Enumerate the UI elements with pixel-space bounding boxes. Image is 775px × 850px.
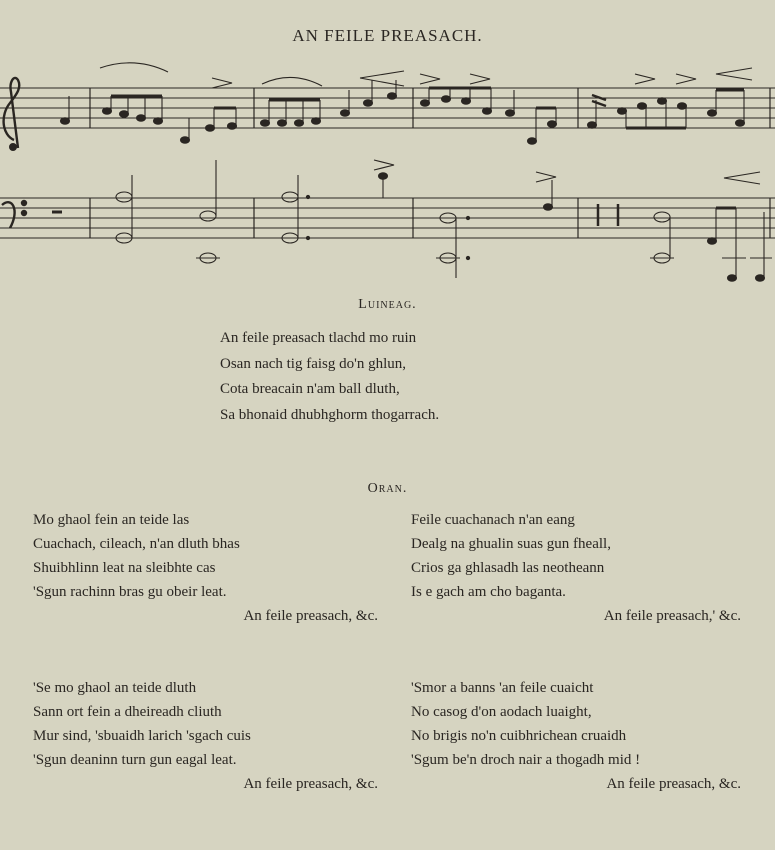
verse-line: Mo ghaol fein an teide las (33, 512, 190, 528)
verse-line: 'Sgun deaninn turn gun eagal leat. (33, 752, 237, 768)
verse-line: Feile cuachanach n'an eang (411, 512, 575, 528)
bass-notes (52, 160, 772, 281)
song-heading: Oran. (367, 481, 408, 496)
verse-line: No casog d'on aodach luaight, (411, 704, 592, 720)
verse-line: Cuachach, cileach, n'an dluth bhas (33, 536, 240, 552)
verse-line: Sann ort fein a dheireadh cliuth (33, 704, 222, 720)
chorus-line: An feile preasach tlachd mo ruin (220, 330, 417, 346)
chorus-heading: Luineag. (358, 297, 417, 312)
verse-line: Dealg na ghualin suas gun fheall, (411, 536, 611, 552)
verse-line: Is e gach am cho baganta. (411, 584, 566, 600)
refrain-line: An feile preasach,' &c. (603, 608, 741, 624)
treble-notes (61, 63, 753, 144)
verse-line: No brigis no'n cuibhrichean cruaidh (411, 728, 627, 744)
chorus (220, 326, 439, 428)
page-title: AN FEILE PREASACH. (292, 26, 483, 45)
verse-line: Crios ga ghlasadh las neotheann (411, 560, 605, 576)
verse-line: 'Se mo ghaol an teide dluth (33, 680, 197, 696)
verse-line: 'Sgum be'n droch nair a thogadh mid ! (411, 752, 641, 768)
treble-clef-icon (4, 78, 20, 150)
verse-line: Mur sind, 'sbuaidh larich 'sgach cuis (33, 728, 251, 744)
stanza (33, 508, 378, 628)
treble-staff (0, 88, 775, 128)
refrain-line: An feile preasach, &c. (243, 608, 378, 624)
stanza (33, 676, 378, 796)
stanza (411, 676, 741, 796)
stanza (411, 508, 741, 628)
refrain-line: An feile preasach, &c. (243, 776, 378, 792)
refrain-line: An feile preasach, &c. (606, 776, 741, 792)
bass-staff (0, 198, 775, 238)
chorus-line: Sa bhonaid dhubhghorm thogarrach. (220, 406, 440, 423)
verse-line: 'Smor a banns 'an feile cuaicht (411, 680, 594, 696)
verse-line: 'Sgun rachinn bras gu obeir leat. (33, 584, 227, 600)
chorus-line: Cota breacain n'am ball dluth, (220, 381, 400, 397)
music-score (0, 60, 775, 292)
verse-line: Shuibhlinn leat na sleibhte cas (33, 560, 216, 576)
bass-clef-icon (2, 201, 26, 228)
chorus-line: Osan nach tig faisg do'n ghlun, (220, 355, 407, 372)
